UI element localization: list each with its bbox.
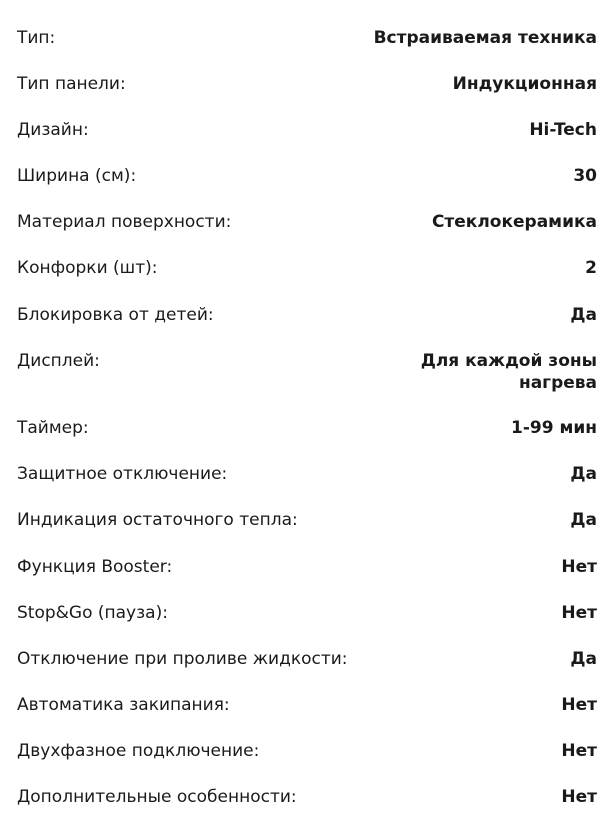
spec-value: Да [570,649,597,669]
spec-value: Да [570,464,597,484]
spec-label: Автоматика закипания: [17,695,230,715]
spec-label: Защитное отключение: [17,464,228,484]
spec-value: Нет [561,787,597,807]
spec-label: Блокировка от детей: [17,305,214,325]
spec-label: Двухфазное подключение: [17,741,260,761]
spec-value: Да [570,510,597,530]
spec-value: Встраиваемая техника [373,28,597,48]
spec-label: Отключение при проливе жидкости: [17,649,348,669]
spec-label: Материал поверхности: [17,212,232,232]
spec-label: Stop&Go (пауза): [17,603,168,623]
spec-value: Hi-Tech [529,120,597,140]
spec-label: Ширина (см): [17,166,137,186]
spec-label: Функция Booster: [17,557,173,577]
spec-label: Индикация остаточного тепла: [17,510,298,530]
spec-value: Стеклокерамика [431,212,597,232]
spec-label: Дисплей: [17,351,100,371]
spec-value: 1-99 мин [510,418,597,438]
spec-label: Тип: [17,28,56,48]
spec-value: Индукционная [452,74,597,94]
spec-value: Для каждой зоны нагрева [420,351,597,393]
spec-value: 2 [585,258,597,278]
spec-label: Конфорки (шт): [17,258,158,278]
spec-value: Нет [561,741,597,761]
spec-value: Да [570,305,597,325]
spec-value: 30 [573,166,597,186]
spec-value: Нет [561,603,597,623]
spec-label: Таймер: [17,418,89,438]
spec-value: Нет [561,695,597,715]
spec-label: Тип панели: [17,74,126,94]
spec-label: Дизайн: [17,120,89,140]
spec-label: Дополнительные особенности: [17,787,297,807]
spec-value: Нет [561,557,597,577]
